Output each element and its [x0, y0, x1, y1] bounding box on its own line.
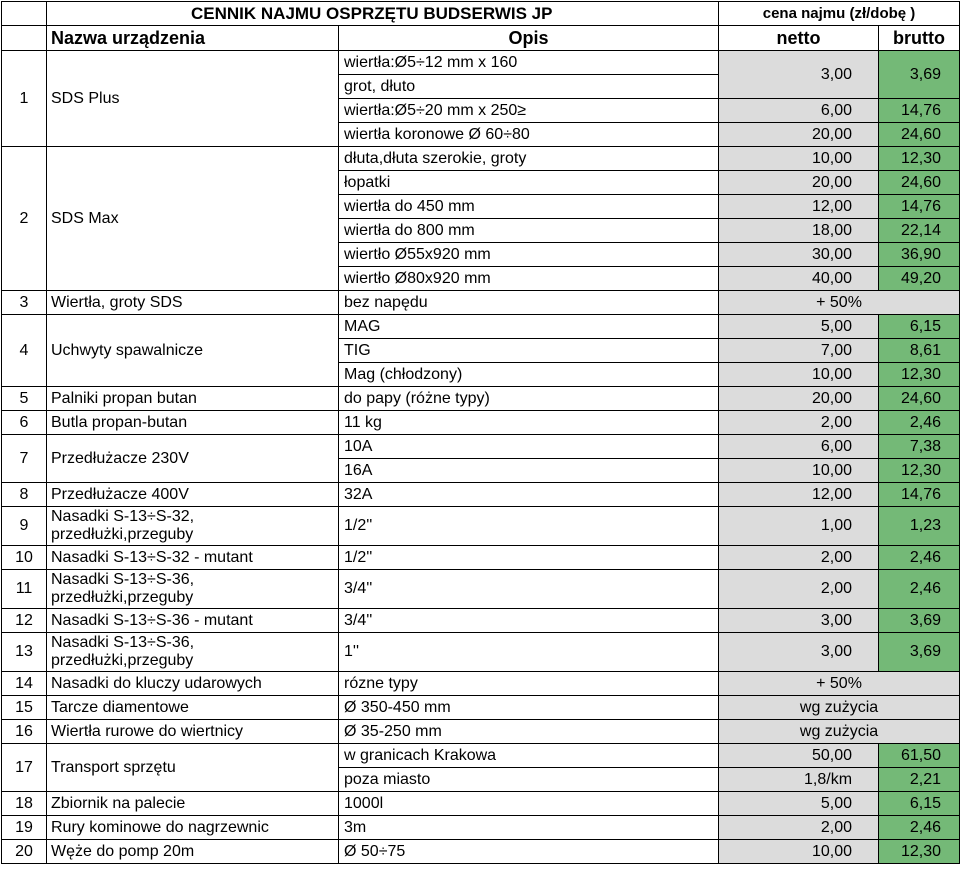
- device-name: Węże do pomp 20m: [47, 840, 339, 864]
- table-row: [2, 792, 960, 816]
- device-name: Palniki propan butan: [47, 387, 339, 411]
- table-row: [2, 291, 960, 315]
- price-brutto: 36,90: [879, 243, 960, 267]
- corner-cell: [2, 2, 47, 26]
- item-description: 1/2'': [339, 546, 719, 570]
- price-netto: 5,00: [719, 315, 879, 339]
- price-netto: 3,00: [719, 51, 879, 99]
- price-netto: 6,00: [719, 99, 879, 123]
- price-netto: 20,00: [719, 123, 879, 147]
- item-description: 1'': [339, 633, 719, 672]
- price-netto: 1,8/km: [719, 768, 879, 792]
- price-brutto: 2,46: [879, 411, 960, 435]
- device-name: Tarcze diamentowe: [47, 696, 339, 720]
- item-description: 32A: [339, 483, 719, 507]
- title-row: [2, 2, 960, 26]
- price-netto: 1,00: [719, 507, 879, 546]
- table-row: [2, 147, 960, 171]
- device-name: Przedłużacze 230V: [47, 435, 339, 483]
- price-netto: 40,00: [719, 267, 879, 291]
- price-brutto: 12,30: [879, 840, 960, 864]
- item-description: rózne typy: [339, 672, 719, 696]
- price-brutto: 2,46: [879, 546, 960, 570]
- price-netto: 10,00: [719, 147, 879, 171]
- price-header: cena najmu (zł/dobę ): [719, 2, 960, 26]
- price-netto: 5,00: [719, 792, 879, 816]
- price-brutto: 1,23: [879, 507, 960, 546]
- row-number: 16: [2, 720, 47, 744]
- row-number: 14: [2, 672, 47, 696]
- price-brutto: 12,30: [879, 459, 960, 483]
- price-note: wg zużycia: [719, 720, 960, 744]
- device-name: Butla propan-butan: [47, 411, 339, 435]
- price-brutto: 14,76: [879, 99, 960, 123]
- table-row: [2, 546, 960, 570]
- table-row: [2, 483, 960, 507]
- price-netto: 2,00: [719, 546, 879, 570]
- price-netto: 6,00: [719, 435, 879, 459]
- row-number: 5: [2, 387, 47, 411]
- row-number: 15: [2, 696, 47, 720]
- item-description: wiertło Ø55x920 mm: [339, 243, 719, 267]
- table-row: [2, 816, 960, 840]
- table-row: [2, 744, 960, 768]
- table-row: [2, 387, 960, 411]
- table-row: [2, 720, 960, 744]
- device-name: Nasadki S-13÷S-32 - mutant: [47, 546, 339, 570]
- item-description: do papy (różne typy): [339, 387, 719, 411]
- device-name: Uchwyty spawalnicze: [47, 315, 339, 387]
- item-description: wiertła:Ø5÷20 mm x 250≥: [339, 99, 719, 123]
- price-brutto: 12,30: [879, 363, 960, 387]
- device-name: Wiertła rurowe do wiertnicy: [47, 720, 339, 744]
- price-netto: 20,00: [719, 387, 879, 411]
- table-row: [2, 570, 960, 609]
- price-brutto: 3,69: [879, 609, 960, 633]
- device-name: Nasadki S-13÷S-36, przedłużki,przeguby: [47, 570, 339, 609]
- item-description: Ø 50÷75: [339, 840, 719, 864]
- price-netto: 18,00: [719, 219, 879, 243]
- row-number: 2: [2, 147, 47, 291]
- item-description: wiertło Ø80x920 mm: [339, 267, 719, 291]
- price-netto: 50,00: [719, 744, 879, 768]
- item-description: 3/4'': [339, 609, 719, 633]
- item-description: Mag (chłodzony): [339, 363, 719, 387]
- price-brutto: 3,69: [879, 51, 960, 99]
- item-description: wiertła:Ø5÷12 mm x 160: [339, 51, 719, 75]
- price-netto: 2,00: [719, 570, 879, 609]
- row-number: 11: [2, 570, 47, 609]
- device-name: Rury kominowe do nagrzewnic: [47, 816, 339, 840]
- row-number: 4: [2, 315, 47, 387]
- price-netto: 20,00: [719, 171, 879, 195]
- row-number: 17: [2, 744, 47, 792]
- price-brutto: 12,30: [879, 147, 960, 171]
- price-note: wg zużycia: [719, 696, 960, 720]
- sheet-title: CENNIK NAJMU OSPRZĘTU BUDSERWIS JP: [47, 2, 719, 26]
- item-description: dłuta,dłuta szerokie, groty: [339, 147, 719, 171]
- row-number: 6: [2, 411, 47, 435]
- price-brutto: 49,20: [879, 267, 960, 291]
- table-row: [2, 840, 960, 864]
- item-description: 10A: [339, 435, 719, 459]
- price-netto: 2,00: [719, 816, 879, 840]
- price-netto: 12,00: [719, 195, 879, 219]
- price-netto: 7,00: [719, 339, 879, 363]
- price-netto: 30,00: [719, 243, 879, 267]
- price-brutto: 2,46: [879, 816, 960, 840]
- table-row: [2, 696, 960, 720]
- table-row: [2, 633, 960, 672]
- price-brutto: 3,69: [879, 633, 960, 672]
- device-name: Zbiornik na palecie: [47, 792, 339, 816]
- price-brutto: 2,21: [879, 768, 960, 792]
- item-description: 11 kg: [339, 411, 719, 435]
- item-description: 3/4'': [339, 570, 719, 609]
- item-description: w granicach Krakowa: [339, 744, 719, 768]
- row-number: 10: [2, 546, 47, 570]
- item-description: 16A: [339, 459, 719, 483]
- header-opis: Opis: [339, 26, 719, 51]
- item-description: Ø 350-450 mm: [339, 696, 719, 720]
- item-description: grot, dłuto: [339, 75, 719, 99]
- item-description: bez napędu: [339, 291, 719, 315]
- price-brutto: 14,76: [879, 195, 960, 219]
- item-description: 1000l: [339, 792, 719, 816]
- price-brutto: 14,76: [879, 483, 960, 507]
- item-description: wiertła do 450 mm: [339, 195, 719, 219]
- row-number: 9: [2, 507, 47, 546]
- table-row: [2, 315, 960, 339]
- row-number: 13: [2, 633, 47, 672]
- price-note: + 50%: [719, 672, 960, 696]
- price-netto: 10,00: [719, 840, 879, 864]
- table-row: [2, 51, 960, 75]
- device-name: Nasadki S-13÷S-32, przedłużki,przeguby: [47, 507, 339, 546]
- table-row: [2, 507, 960, 546]
- row-number: 8: [2, 483, 47, 507]
- header-netto: netto: [719, 26, 879, 51]
- item-description: MAG: [339, 315, 719, 339]
- item-description: wiertła koronowe Ø 60÷80: [339, 123, 719, 147]
- item-description: Ø 35-250 mm: [339, 720, 719, 744]
- row-number: 3: [2, 291, 47, 315]
- price-brutto: 8,61: [879, 339, 960, 363]
- table-row: [2, 435, 960, 459]
- price-netto: 12,00: [719, 483, 879, 507]
- device-name: Transport sprzętu: [47, 744, 339, 792]
- price-brutto: 6,15: [879, 315, 960, 339]
- device-name: Nasadki do kluczy udarowych: [47, 672, 339, 696]
- row-number: 7: [2, 435, 47, 483]
- price-netto: 10,00: [719, 459, 879, 483]
- item-description: 3m: [339, 816, 719, 840]
- price-brutto: 2,46: [879, 570, 960, 609]
- price-netto: 10,00: [719, 363, 879, 387]
- header-row: [2, 26, 960, 51]
- device-name: Nasadki S-13÷S-36, przedłużki,przeguby: [47, 633, 339, 672]
- item-description: 1/2'': [339, 507, 719, 546]
- price-brutto: 61,50: [879, 744, 960, 768]
- device-name: Wiertła, groty SDS: [47, 291, 339, 315]
- price-brutto: 6,15: [879, 792, 960, 816]
- price-brutto: 24,60: [879, 171, 960, 195]
- row-number: 19: [2, 816, 47, 840]
- table-row: [2, 411, 960, 435]
- row-number: 18: [2, 792, 47, 816]
- item-description: wiertła do 800 mm: [339, 219, 719, 243]
- price-brutto: 7,38: [879, 435, 960, 459]
- item-description: TIG: [339, 339, 719, 363]
- price-brutto: 22,14: [879, 219, 960, 243]
- header-brutto: brutto: [879, 26, 960, 51]
- price-netto: 3,00: [719, 609, 879, 633]
- price-netto: 3,00: [719, 633, 879, 672]
- device-name: Nasadki S-13÷S-36 - mutant: [47, 609, 339, 633]
- device-name: SDS Max: [47, 147, 339, 291]
- header-name: Nazwa urządzenia: [47, 26, 339, 51]
- price-table: [1, 1, 960, 864]
- table-row: [2, 609, 960, 633]
- corner-cell: [2, 26, 47, 51]
- row-number: 20: [2, 840, 47, 864]
- row-number: 1: [2, 51, 47, 147]
- device-name: Przedłużacze 400V: [47, 483, 339, 507]
- item-description: poza miasto: [339, 768, 719, 792]
- price-brutto: 24,60: [879, 123, 960, 147]
- row-number: 12: [2, 609, 47, 633]
- price-note: + 50%: [719, 291, 960, 315]
- price-netto: 2,00: [719, 411, 879, 435]
- price-brutto: 24,60: [879, 387, 960, 411]
- item-description: łopatki: [339, 171, 719, 195]
- device-name: SDS Plus: [47, 51, 339, 147]
- table-row: [2, 672, 960, 696]
